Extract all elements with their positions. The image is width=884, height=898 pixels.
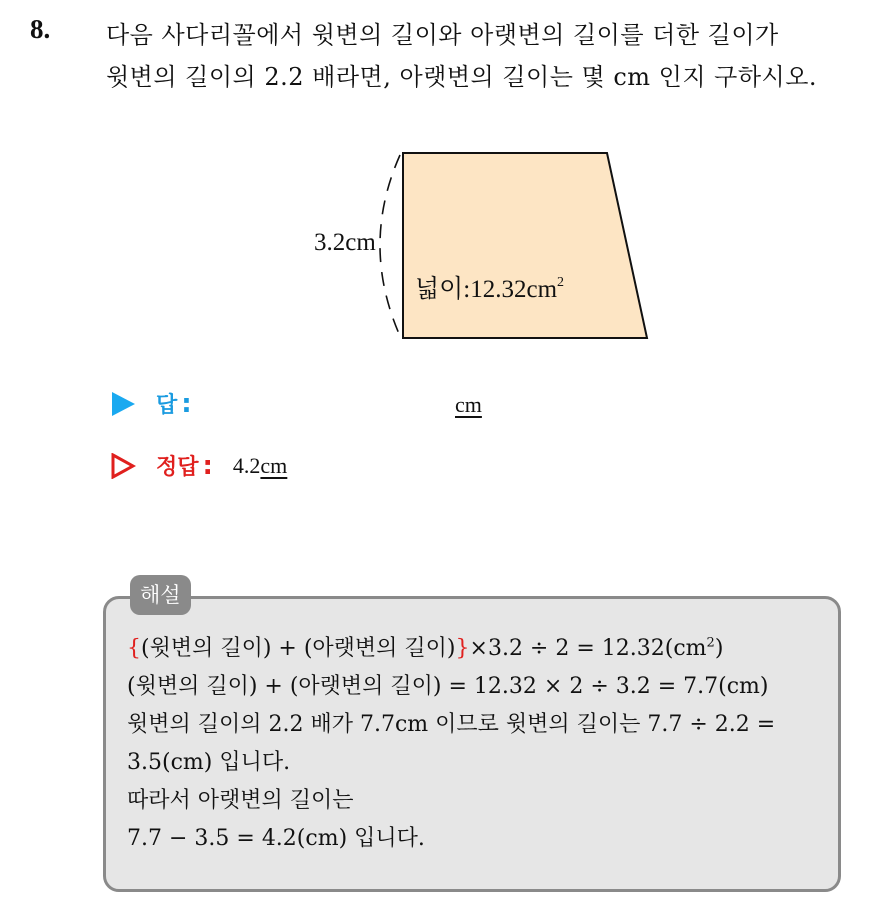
solution-line-1-rest: ×3.2 ÷ 2 = 12.32(cm [469,636,707,661]
correct-answer-value: 4.2 [232,452,261,478]
solution-line-1 [127,630,837,668]
solution-line-2: (윗변의 길이) + (아랫변의 길이) = 12.32 × 2 ÷ 3.2 = 7.7(cm) [127,674,769,699]
question-number: 8. [30,14,51,44]
solution-line-1-exponent: 2 [706,635,715,651]
solution-line-4: 3.5(cm) 입니다. [127,750,291,775]
answer-unit: cm [455,392,482,417]
correct-answer-row [110,450,287,481]
area-label-exponent: 2 [557,275,565,290]
answer-row [110,388,192,419]
height-dimension-arc [380,155,400,336]
solution-tab: 해설 [130,575,191,615]
correct-answer-unit: cm [260,452,288,478]
brace-close: } [455,636,470,661]
area-label-text: 넓이:12.32cm [415,276,558,303]
solution-line-5: 따라서 아랫변의 길이는 [127,788,354,813]
question-line-1: 다음 사다리꼴에서 윗변의 길이와 아랫변의 길이를 더한 길이가 [106,21,779,49]
solution-line-3: 윗변의 길이의 2.2 배가 7.7cm 이므로 윗변의 길이는 7.7 ÷ 2.2 = [127,712,776,737]
correct-answer-label: 정답 [156,455,199,480]
solution-line-6: 7.7 − 3.5 = 4.2(cm) 입니다. [127,826,425,851]
question-text [106,14,876,98]
height-label: 3.2cm [314,229,376,256]
trapezoid-figure [290,140,670,360]
question-line-2: 윗변의 길이의 2.2 배라면, 아랫변의 길이는 몇 cm 인지 구하시오. [106,63,818,91]
brace-open: { [127,636,141,661]
answer-label: 답 [156,393,178,418]
correct-answer-colon: : [202,450,213,481]
trapezoid-shape [403,153,647,338]
answer-colon: : [181,388,192,419]
outline-triangle-icon [110,453,136,479]
solution-text [127,630,837,858]
play-triangle-icon [110,391,136,417]
area-label [415,275,564,303]
solution-line-1-inner: (윗변의 길이) + (아랫변의 길이) [141,636,456,661]
solution-line-1-end: ) [714,636,724,661]
